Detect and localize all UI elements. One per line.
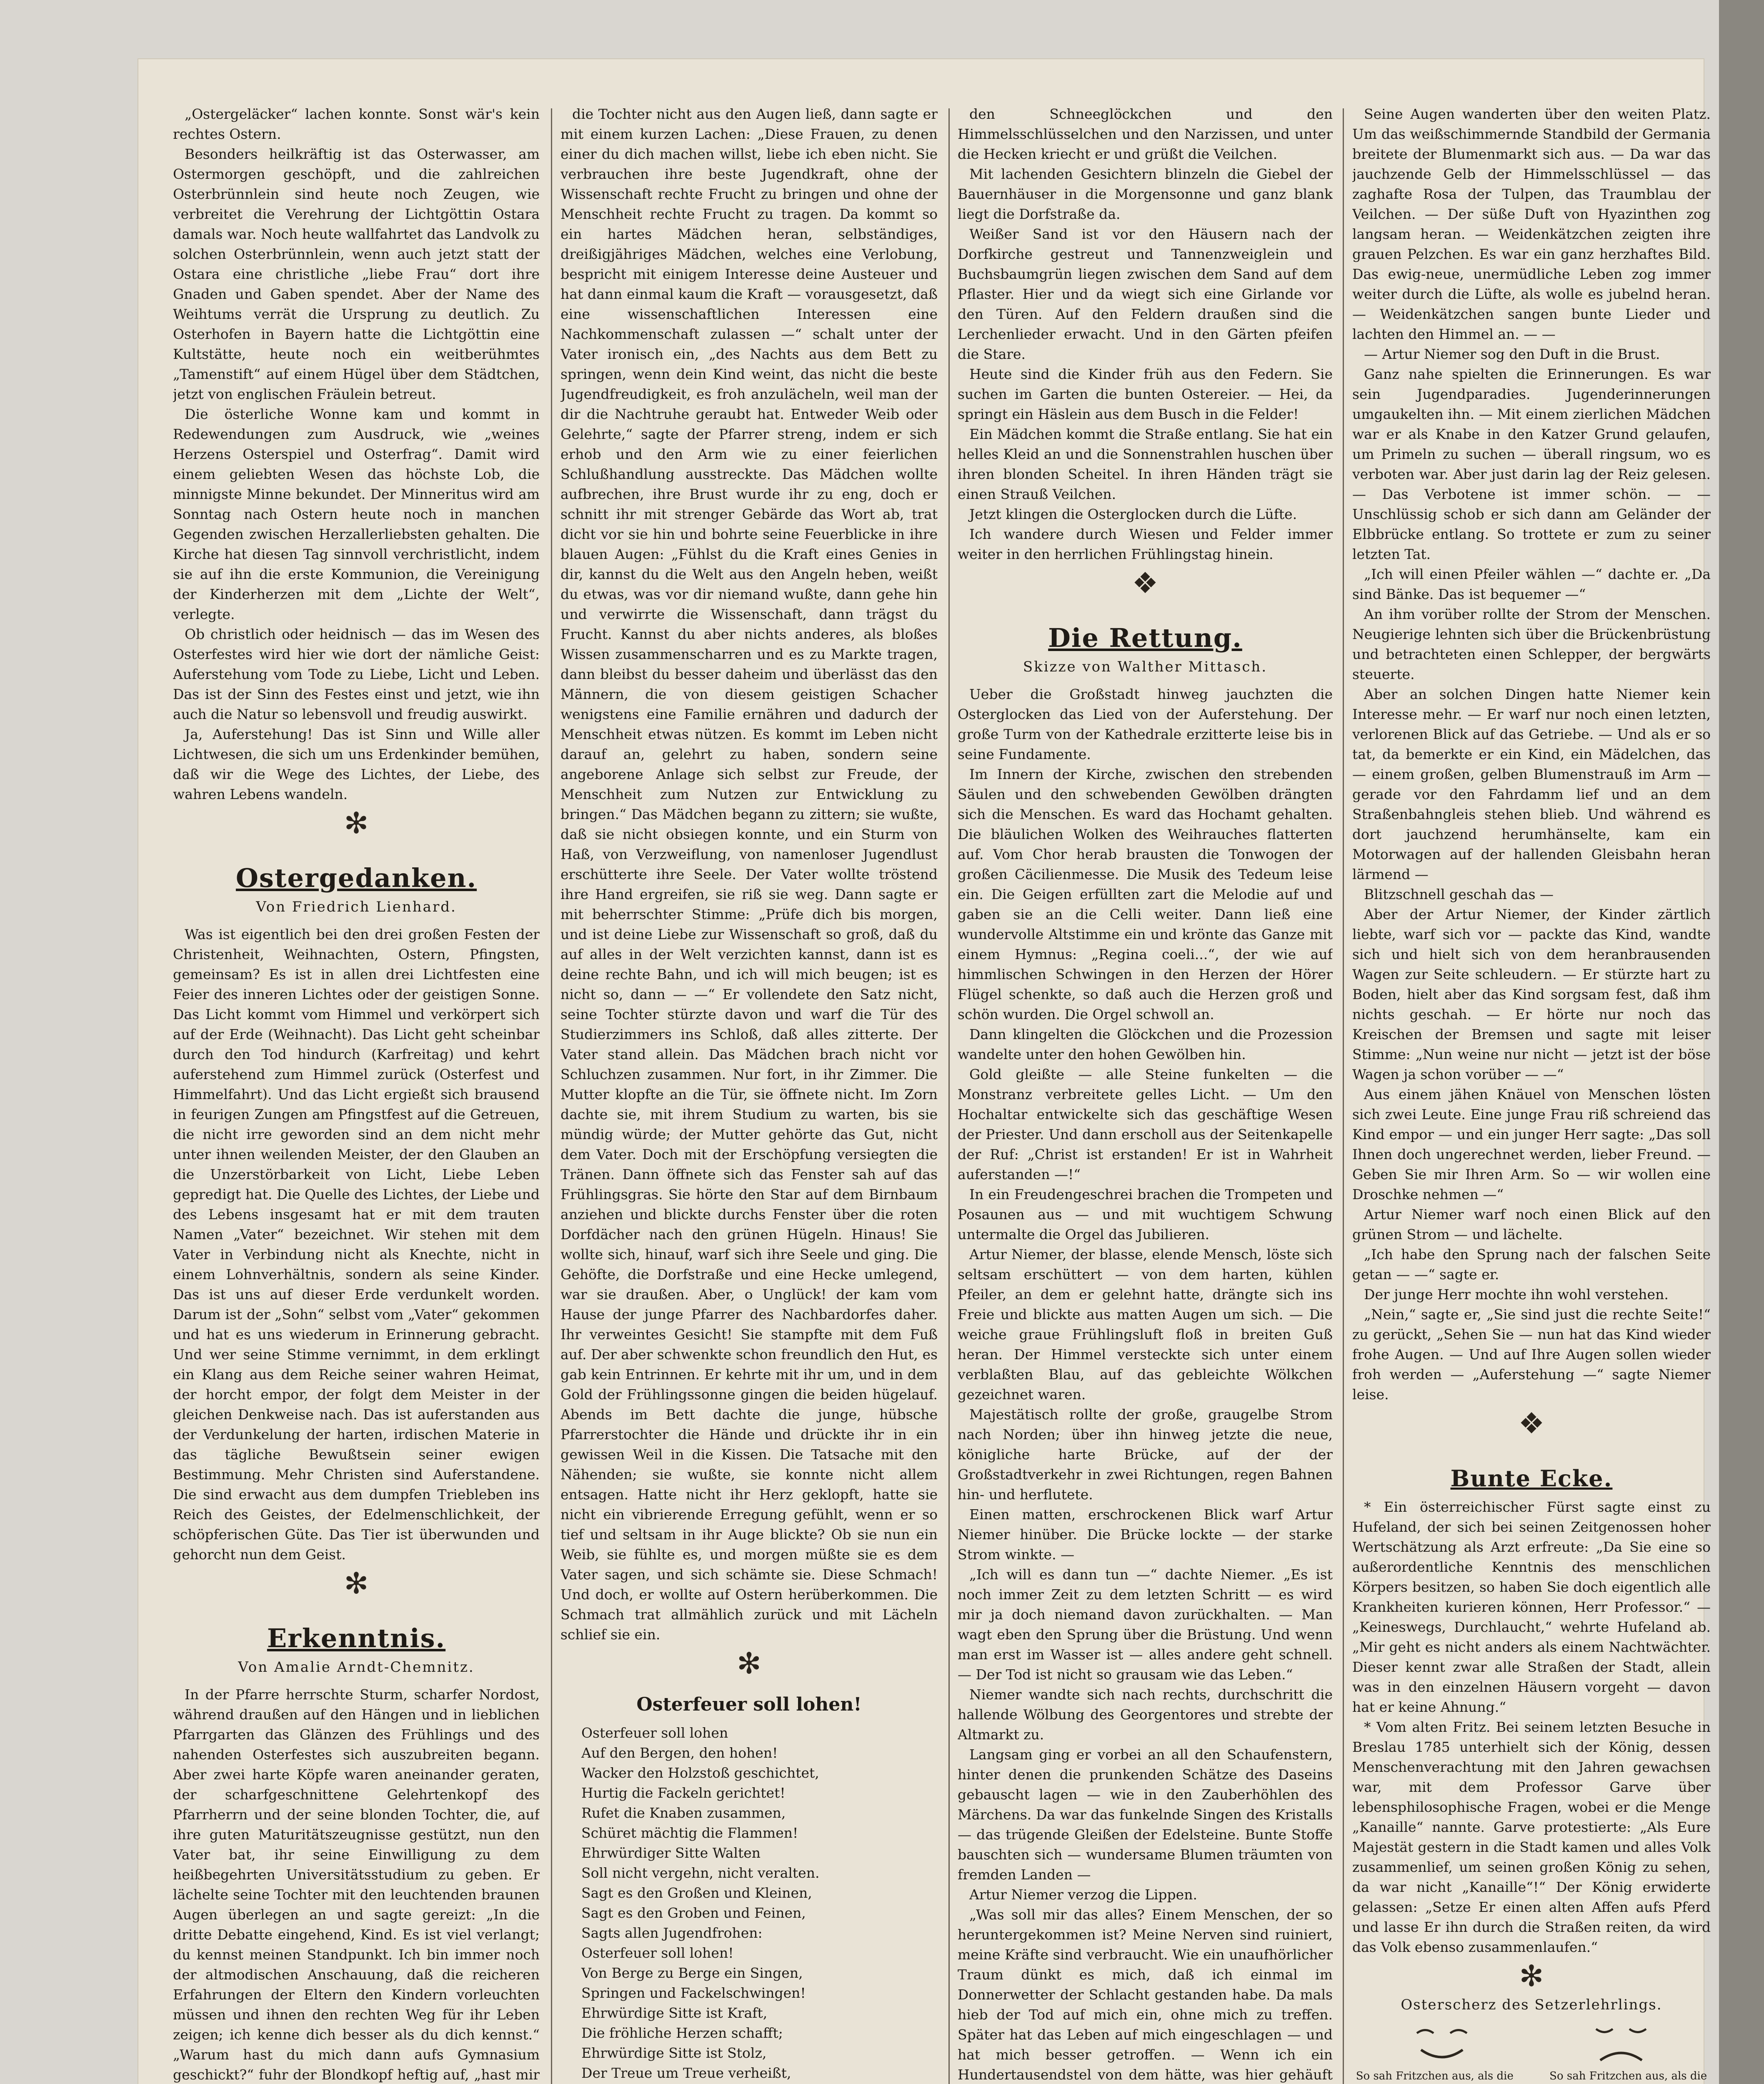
- intro-text: [173, 104, 540, 804]
- paragraph: Heute sind die Kinder früh aus den Federn. Sie suchen im Garten die bunten Ostereier. — Hei, da springt ein Häslein aus dem Busch in die Felder!: [958, 366, 1333, 422]
- paragraph: Aber der Artur Niemer, der Kinder zärtlich liebte, warf sich vor — packte das Kind, wandte sich und hielt sich von dem heranbrausenden Wagen zur Seite schleudern. — Er stürzte hart zu Boden, hielt aber das Kind sorgsam fest, daß ihm nichts geschah. — Er hörte nur noch das Kreischen der Bremsen und sagte mit leiser Stimme: „Nun weine nur nicht — jetzt ist der böse Wagen ja schon vorüber — —“: [1352, 906, 1711, 1082]
- happy-face-icon: [1404, 2021, 1479, 2066]
- poem-line: Auf den Bergen, den hohen!: [581, 1745, 778, 1761]
- faces-captions: [1352, 2069, 1711, 2084]
- paragraph: „Ostergeläcker“ lachen konnte. Sonst wär's kein rechtes Ostern.: [173, 106, 540, 142]
- poem-line: Ehrwürdiger Sitte Walten: [581, 1845, 761, 1861]
- article-title: Die Rettung.: [1048, 623, 1242, 653]
- asterisk-ornament: ✻: [737, 1646, 761, 1681]
- column-4: [1352, 104, 1711, 2084]
- paragraph: Niemer wandte sich nach rechts, durchschritt die hallende Wölbung des Georgentores und strebte der Altmarkt zu.: [958, 1686, 1333, 1743]
- paragraph: Ueber die Großstadt hinweg jauchzten die Osterglocken das Lied von der Auferstehung. Der große Turm von der Kathedrale erzitterte leise bis in seine Fundamente.: [958, 686, 1333, 762]
- article-body: [958, 684, 1333, 2084]
- poem-line: Soll nicht vergehn, nicht veralten.: [581, 1865, 820, 1881]
- faces-illustration: [1352, 2021, 1711, 2066]
- diamond-ornament: ❖: [1132, 566, 1158, 600]
- poem-line: Sagt es den Groben und Feinen,: [581, 1905, 806, 1921]
- paragraph: Einen matten, erschrockenen Blick warf Artur Niemer hinüber. Die Brücke lockte — der starke Strom winkte. —: [958, 1506, 1333, 1563]
- column-1: [173, 104, 540, 2084]
- article-title: Ostergedanken.: [235, 863, 477, 893]
- paragraph: Gold gleißte — alle Steine funkelten — die Monstranz verbreitete gelles Licht. — Um den Hochaltar entwickelte sich das geschäftige Wesen der Priester. Und dann erscholl aus der Seitenkapelle der Ruf: „Christ ist erstanden! Er ist in Wahrheit auferstanden —!“: [958, 1066, 1333, 1182]
- paragraph: Blitzschnell geschah das —: [1364, 886, 1554, 902]
- column-3: [958, 104, 1333, 2084]
- paragraph: „Nein,“ sagte er, „Sie sind just die rechte Seite!“ zu gerückt, „Sehen Sie — nun hat das Kind wieder frohe Augen. — Und auf Ihre Augen sollen wieder froh werden — „Auferstehung —“ sagte Niemer leise.: [1352, 1306, 1711, 1403]
- paragraph: Ob christlich oder heidnisch — das im Wesen des Osterfestes wird hier wie dort der nämliche Geist: Auferstehung vom Tode zu Liebe, Licht und Leben. Das ist der Sinn des Festes einst und jetzt, wie ihn auch die Natur so lebensvoll und freudig auswirkt.: [173, 626, 540, 722]
- column-rule: [551, 108, 552, 2084]
- paragraph: * Ein österreichischer Fürst sagte einst zu Hufeland, der sich bei seinen Zeitgenossen hoher Wertschätzung als Arzt erfreute: „Da Sie eine so außerordentliche Kenntnis des menschlichen Körpers besitzen, so haben Sie doch eigentlich alle Krankheiten kurieren können, Herr Professor.“ — „Keineswegs, Durchlaucht,“ wehrte Hufeland ab. „Mir geht es nicht anders als einem Nachtwächter. Dieser kennt zwar alle Straßen der Stadt, allein was in den einzelnen Häusern vorgeht — davon hat er keine Ahnung.“: [1352, 1499, 1711, 1715]
- paragraph: Ein Mädchen kommt die Straße entlang. Sie hat ein helles Kleid an und die Sonnenstrahlen huschen über ihren blonden Scheitel. In ihren Händen trägt sie einen Strauß Veilchen.: [958, 426, 1333, 502]
- paragraph: In der Pfarre herrschte Sturm, scharfer Nordost, während draußen auf den Hängen und in lieblichen Pfarrgarten das Glänzen des Frühlings und des nahenden Osterfestes sich auszubreiten begann. Aber zwei harte Köpfe waren aneinander geraten, der scharfgeschnittene Gelehrtenkopf des Pfarrherrn und der seine blonden Tochter, die, auf ihre guten Maturitätszeugnisse gestützt, nun den Vater bat, ihr seine Einwilligung zu dem heißbegehrten Universitätsstudium zu geben. Er lächelte seine Tochter mit den leuchtenden braunen Augen überlegen an und sagte gereizt: „In die dritte Debatte eingehend, Kind. Es ist viel verlangt; du kennst meinen Standpunkt. Ich bin immer noch der altmodischen Anschauung, daß die reicheren Erfahrungen der Eltern den Kindern vorleuchten müssen und ihnen den rechten Weg für ihr Leben zeigen; ich kenne dich besser als du dich kennst.“ „Warum hast du mich dann aufs Gymnasium geschickt?“ fuhr der Blondkopf heftig auf, „hast mir: [173, 1686, 540, 2083]
- asterisk-ornament: ✻: [344, 806, 369, 840]
- poem-line: Sagts allen Jugendfrohen:: [581, 1925, 763, 1941]
- poem-line: Die fröhliche Herzen schafft;: [581, 2025, 783, 2041]
- paragraph: Ja, Auferstehung! Das ist Sinn und Wille aller Lichtwesen, die sich um uns Erdenkinder bemühen, daß wir die Wege des Lichtes, der Liebe, des wahren Lebens wandeln.: [173, 726, 540, 802]
- paragraph: Was ist eigentlich bei den drei großen Festen der Christenheit, Weihnachten, Ostern, Pfingsten, gemeinsam? Es ist in allen drei Lichtfesten eine Feier des inneren Lichtes oder der geistigen Sonne. Das Licht kommt vom Himmel und verkörpert sich auf der Erde (Weihnacht). Das Licht geht scheinbar durch den Tod hindurch (Karfreitag) und kehrt auferstehend zum Himmel zurück (Osterfest und Himmelfahrt). Und das Licht ergießt sich brausend in feurigen Zungen am Pfingstfest auf die Getreuen, die nicht irre geworden sind an dem nicht mehr unter ihnen weilenden Meister, der den Glauben an die Unzerstörbarkeit von Licht, Liebe Leben gepredigt hat. Die Quelle des Lichtes, der Liebe und des Lebens insgesamt hat er mit dem trauten Namen „Vater“ bezeichnet. Wir stehen mit dem Vater in Verbindung nicht als Knechte, nicht in einem Lohnverhältnis, sondern als seine Kinder. Das ist uns auf dieser Erde verdunkelt worden. Darum ist der „Sohn“ selbst vom „Vater“ gekommen und hat es uns wiederum in Erinnerung gebracht. Und wer seine Stimme vernimmt, in dem erklingt ein Klang aus dem Reiche seiner wahren Heimat, der horcht empor, der folgt dem Meister in der gleichen Denkweise nach. Das ist auferstanden aus der Verdunkelung der harten, irdischen Materie in das tägliche Bewußtsein seiner ewigen Bestimmung. Mehr Christen sind Auferstandene. Die sind erwacht aus dem dumpfen Triebleben ins Reich des Geistes, der Edelmenschlichkeit, der schöpferischen Güte. Das Tier ist überwunden und gehorcht nun dem Geist.: [173, 926, 540, 1563]
- poem-line: Sagt es den Großen und Kleinen,: [581, 1885, 812, 1901]
- article-title: Erkenntnis.: [267, 1623, 446, 1653]
- poem: [581, 1723, 938, 2084]
- paragraph: „Was soll mir das alles? Einem Menschen, der so heruntergekommen ist? Meine Nerven sind ruiniert, meine Kräfte sind verbraucht. Wie ein unaufhörlicher Traum dünkt es mich, daß ich einmal im Donnerwetter der Schlacht gestanden habe. Da mals hieb der Tod auf mich ein, ohne mich zu treffen. Später hat das Leben auf mich eingeschlagen — und hat mich besser getroffen. — Wenn ich ein Hundertausendstel von dem hätte, was hier gehäuft: [958, 1906, 1333, 2083]
- poem-line: Schüret mächtig die Flammen!: [581, 1825, 798, 1841]
- section-title: Osterscherz des Setzerlehrlings.: [1401, 1996, 1662, 2013]
- article-byline: Von Amalie Arndt-Chemnitz.: [238, 1659, 475, 1676]
- paragraph: Dann klingelten die Glöckchen und die Prozession wandelte unter den hohen Gewölben hin.: [958, 1026, 1333, 1062]
- asterisk-ornament: ✻: [344, 1566, 369, 1601]
- paragraph: — Artur Niemer sog den Duft in die Brust.: [1364, 346, 1660, 362]
- paragraph: Aber an solchen Dingen hatte Niemer kein Interesse mehr. — Er warf nur noch einen letzten, verlorenen Blick auf das Getriebe. — Und als er so tat, da bemerkte er ein Kind, ein Mädelchen, das — einem großen, gelben Blumenstrauß im Arm — gerade vor den Fahrdamm lief und an dem Straßenbahngleis stehen blieb. Und während es dort jauchzend herumhänselte, kam ein Motorwagen auf der hallenden Gleisbahn heran lärmend —: [1352, 686, 1711, 882]
- paragraph: „Ich will es dann tun —“ dachte Niemer. „Es ist noch immer Zeit zu dem letzten Schritt — es wird mir ja doch niemand davon zurückhalten. — Man wagt eben den Sprung über die Brüstung. Und wenn man erst im Wasser ist — alles andere geht schnell. — Der Tod ist nicht so grausam wie das Leben.“: [958, 1566, 1333, 1683]
- paragraph: Im Innern der Kirche, zwischen den strebenden Säulen und den schwebenden Gewölben drängten sich die Menschen. Es ward das Hochamt gehalten. Die bläulichen Wolken des Weihrauches flatterten auf. Vom Chor herab brausten die Tonwogen der großen Cäcilienmesse. Die Musik des Tedeum leise ein. Die Geigen erfüllten zart die Melodie auf und gaben sie an die Celli weiter. Dann ließ eine wundervolle Altstimme ein und krönte das Ganze mit einem Hymnus: „Regina coeli...“, der wie auf himmlischen Schwingen in den Herzen der Hörer Flügel schenkte, so daß auch die Herzen groß und schön wurden. Die Orgel schwoll an.: [958, 766, 1333, 1022]
- article-byline: Skizze von Walther Mittasch.: [1023, 659, 1268, 675]
- paragraph: In ein Freudengeschrei brachen die Trompeten und Posaunen aus — und mit wuchtigem Schwung untermalte die Orgel das Jubilieren.: [958, 1186, 1333, 1242]
- paragraph: Besonders heilkräftig ist das Osterwasser, am Ostermorgen geschöpft, und die zahlreichen Osterbrünnlein sind heute noch Zeugen, wie verbreitet die Verehrung der Lichtgöttin Ostara damals war. Noch heute wallfahrtet das Landvolk zu solchen Osterbrünnlein, wenn auch jetzt statt der Ostara eine christliche „liebe Frau“ dort ihre Gnaden und Gaben spendet. Aber der Name des Weihtums verrät die Ursprung zu deutlich. Zu Osterhofen in Bayern hatte die Lichtgöttin eine Kultstätte, heute noch ein weitberühmtes „Tamenstift“ auf einem Hügel über dem Städtchen, jetzt von englischen Fräulein betreut.: [173, 146, 540, 402]
- paragraph: Artur Niemer verzog die Lippen.: [969, 1886, 1197, 1903]
- diamond-ornament: ❖: [1518, 1406, 1545, 1440]
- poem-line: Rufet die Knaben zusammen,: [581, 1805, 786, 1821]
- column-2: [560, 104, 938, 2084]
- paragraph: * Vom alten Fritz. Bei seinem letzten Besuche in Breslau 1785 unterhielt sich der König, dessen Menschenverachtung mit den Jahren gewachsen war, mit dem Professor Garve über lebensphilosophische Fragen, wobei er die Menge „Kanaille“ nannte. Garve protestierte: „Als Eure Majestät gestern in die Stadt kamen und alles Volk zusammenlief, um seinen großen König zu sehen, da war nicht „Kanaille“!“ Der König erwiderte gelassen: „Setze Er einen alten Affen aufs Pferd und lasse Er ihn durch die Straßen reiten, da wird das Volk ebenso zusammenlaufen.“: [1352, 1719, 1711, 1955]
- paragraph: Aus einem jähen Knäuel von Menschen lösten sich zwei Leute. Eine junge Frau riß schreiend das Kind empor — und ein junger Herr sagte: „Das soll Ihnen doch ungerechnet werden, lieber Freund. — Geben Sie mir Ihren Arm. So — wir wollen eine Droschke nehmen —“: [1352, 1086, 1711, 1202]
- section-title: Bunte Ecke.: [1450, 1465, 1613, 1492]
- paragraph: die Tochter nicht aus den Augen ließ, dann sagte er mit einem kurzen Lachen: „Diese Frauen, zu denen einer du dich machen willst, liebe ich eben nicht. Sie verbrauchen ihre beste Jugendkraft, ohne der Wissenschaft rechte Frucht zu bringen und ohne der Menschheit rechte Frucht zu tragen. Da kommt so ein hartes Mädchen heran, selbständiges, dreißigjähriges Mädchen, welches eine Verlobung, bespricht mit einigem Interesse deine Austeuer und hat dann einmal kaum die Kraft — vorausgesetzt, daß eine wissenschaftlichen Interessen eine Nachkommenschaft zulassen —“ schalt unter der Vater ironisch ein, „des Nachts aus dem Bett zu springen, wenn dein Kind weint, das nicht die beste Jugendfreudigkeit, es froh anzulächeln, weil man der dir die Nachtruhe geraubt hat. Entweder Weib oder Gelehrte,“ sagte der Pfarrer streng, indem er sich erhob und den Arm wie zu einer feierlichen Schlußhandlung ausstreckte. Das Mädchen wollte aufbrechen, ihre Brust wurde ihr zu eng, doch er schnitt ihr mit strenger Gebärde das Wort ab, trat dicht vor sie hin und bohrte seine Feuerblicke in ihre blauen Augen: „Fühlst du die Kraft eines Genies in dir, kannst du die Welt aus den Angeln heben, weißt du etwas, was vor dir niemand wußte, dann gehe hin und verwirrte die Wissenschaft, dann trägst du Frucht. Kannst du aber nichts anderes, als bloßes Wissen zusammenscharren und es zu Markte tragen, dann bleibst du besser daheim und überlässt das den Männern, die von diesem geistigen Schacher wenigstens eine Familie ernähren und dadurch der Menschheit etwas nützen. Es kommt im Leben nicht darauf an, gelehrt zu haben, sondern seine angeborene Anlage sich selbst zur Freude, der Menschheit zum Nutzen zur Entwicklung zu bringen.“ Das Mädchen begann zu zittern; sie wußte, daß sie nicht obsiegen konnte, und ein Sturm von Haß, von Verzweiflung, von namenloser Jugendlust erschütterte ihre Seele. Der Vater wollte tröstend ihre Hand ergreifen, sie riß sie weg. Dann sagte er mit beherrschter Stimme: „Prüfe dich bis morgen, und ist deine Liebe zur Wissenschaft so groß, daß du auf alles in der Welt verzichten kannst, dann ist es deine rechte Bahn, und ich will mich beugen; ist es nicht so, dann — —“ Er vollendete den Satz nicht, seine Tochter stürzte davon und warf die Tür des Studierzimmers ins Schloß, daß alles zitterte. Der Vater stand allein. Das Mädchen brach nicht vor Schluchzen zusammen. Nur fort, in ihr Zimmer. Die Mutter klopfte an die Tür, sie öffnete nicht. Im Zorn dachte sie, mit ihrem Studium zu warten, bis sie mündig würde; der Mutter gehörte das Gut, nicht dem Vater. Doch mit der Erschöpfung versiegten die Tränen. Dann öffnete sich das Fenster sah auf das Frühlingsgras. Sie hörte den Star auf dem Birnbaum anziehen und blickte durchs Fenster über die roten Dorfdächer nach den grünen Hügeln. Hinaus! Sie wollte sich, hinauf, warf sich ihre Seele und ging. Die Gehöfte, die Dorfstraße und eine Hecke umlegend, war sie draußen. Aber, o Unglück! der kam vom Hause der junge Pfarrer des Nachbardorfes daher. Ihr verweintes Gesicht! Sie stampfte mit dem Fuß auf. Der aber schwenkte schon freundlich den Hut, es gab kein Entrinnen. Er kehrte mit ihr um, und in dem Gold der Frühlingssonne gingen die beiden hügelauf. Abends im Bett dachte die junge, hübsche Pfarrerstochter die Hände und drückte ihr in ein gewissen Weil in die Kissen. Die Tatsache mit den Nähenden; sie wußte, sie konnte nicht allem entsagen. Hatte nicht ihr Herz geklopft, hatte sie nicht ein vibrierende Erregung gefühlt, wenn er so tief und seltsam in ihr Auge blickte? Ob sie nun ein Weib, sie fühlte es, und morgen müßte sie es dem Vater sagen, und sich schämte sie. Diese Schmach! Und doch, er wollte auf Ostern herüberkommen. Die Schmach trat allmählich zurück und mit Lächeln schlief sie ein.: [560, 106, 938, 1643]
- scan-edge: [1719, 0, 1764, 2084]
- article-byline: Von Friedrich Lienhard.: [256, 899, 457, 915]
- caption-right: So sah Fritzchen aus, als die: [1549, 2070, 1707, 2082]
- article-continuation: [1352, 104, 1711, 1405]
- paragraph: Jetzt klingen die Osterglocken durch die Lüfte.: [969, 506, 1297, 522]
- caption-left: So sah Fritzchen aus, als die: [1356, 2070, 1514, 2082]
- paragraph: Artur Niemer warf noch einen Blick auf den grünen Strom — und lächelte.: [1352, 1206, 1711, 1242]
- paragraph: Ich wandere durch Wiesen und Felder immer weiter in den herrlichen Frühlingstag hinein.: [958, 526, 1333, 562]
- paragraph: Weißer Sand ist vor den Häusern nach der Dorfkirche gestreut und Tannenzweiglein und Buchsbaumgrün liegen zwischen dem Sand auf dem Pflaster. Hier und da wiegt sich eine Girlande vor den Türen. Auf den Feldern draußen sind die Lerchenlieder erwacht. Und in den Gärten pfeifen die Stare.: [958, 226, 1333, 362]
- column-rule: [1343, 108, 1344, 2084]
- poem-line: Von Berge zu Berge ein Singen,: [581, 1965, 803, 1981]
- sad-face-icon: [1584, 2021, 1659, 2066]
- asterisk-ornament: ✻: [1519, 1959, 1544, 1993]
- paragraph: Majestätisch rollte der große, graugelbe Strom nach Norden; über ihn hinweg jetzte die neue, königliche harte Brücke, auf der der Großstadtverkehr in zwei Richtungen, regen Bahnen hin- und herflutete.: [958, 1406, 1333, 1503]
- paragraph: „Ich will einen Pfeiler wählen —“ dachte er. „Da sind Bänke. Das ist bequemer —“: [1352, 566, 1711, 602]
- paragraph: Artur Niemer, der blasse, elende Mensch, löste sich seltsam erschüttert — von dem harten, kühlen Pfeiler, an dem er gelehnt hatte, drängte sich ins Freie und blickte aus matten Augen um sich. — Die weiche graue Frühlingsluft floß in breiten Guß heran. Der Himmel versteckte sich unter einem verblaßten Blau, auf das gebleichte Wölkchen gezeichnet waren.: [958, 1246, 1333, 1403]
- poem-line: Hurtig die Fackeln gerichtet!: [581, 1785, 786, 1801]
- poem-line: Ehrwürdige Sitte ist Stolz,: [581, 2045, 767, 2061]
- paragraph: Die österliche Wonne kam und kommt in Redewendungen zum Ausdruck, wie „weines Herzens Osterspiel und Osterfrag“. Damit wird einem geliebten Wesen das höchste Lob, die minnigste Minne bekundet. Der Minneritus wird am Sonntag nach Ostern heute noch in manchen Gegenden zwischen Herzallerliebsten gehalten. Die Kirche hat diesen Tag sinnvoll verchristlicht, indem sie auf ihn die erste Kommunion, die Vereinigung der Kinderherzen mit dem „Lichte der Welt“, verlegte.: [173, 406, 540, 622]
- poem-line: Ehrwürdige Sitte ist Kraft,: [581, 2005, 768, 2021]
- paragraph: Ganz nahe spielten die Erinnerungen. Es war sein Jugendparadies. Jugenderinnerungen umgaukelten ihn. — Mit einem zierlichen Mädchen war er als Knabe in den Katzer Grund gelaufen, um Primeln zu suchen — überall ringsum, wo es verboten war. Aber just darin lag der Reiz gelesen. — Das Verbotene ist immer schön. — — Unschlüssig schob er sich dann am Geländer der Elbbrücke entlang. So trottete er zum zu seiner letzten Tat.: [1352, 366, 1711, 562]
- column-rule: [948, 108, 950, 2084]
- paragraph: „Ich habe den Sprung nach der falschen Seite getan — —“ sagte er.: [1352, 1246, 1711, 1282]
- poem-line: Der Treue um Treue verheißt,: [581, 2065, 791, 2081]
- poem-line: Wacker den Holzstoß geschichtet,: [581, 1765, 819, 1781]
- poem-line: Osterfeuer soll lohen: [581, 1725, 728, 1741]
- poem-line: Osterfeuer soll lohen!: [581, 1945, 734, 1961]
- paragraph: Der junge Herr mochte ihn wohl verstehen.: [1364, 1286, 1669, 1302]
- poem-title: Osterfeuer soll lohen!: [636, 1694, 862, 1715]
- paragraph: Seine Augen wanderten über den weiten Platz. Um das weißschimmernde Standbild der Germania breitete der Blumenmarkt sich aus. — Da war das jauchzende Gelb der Himmelsschlüssel — das zaghafte Rosa der Tulpen, das Traumblau der Veilchen. — Der süße Duft von Hyazinthen zog langsam heran. — Weidenkätzchen zeigten ihre grauen Pelzchen. Es war ein ganz herzhaftes Bild. Das ewig-neue, unermüdliche Leben zog immer weiter durch die Lüfte, als wolle es jubelnd heran. — Weidenkätzchen sangen bunte Lieder und lachten den Himmel an. — —: [1352, 106, 1711, 342]
- poem-line: Springen und Fackelschwingen!: [581, 1985, 806, 2001]
- paragraph: Mit lachenden Gesichtern blinzeln die Giebel der Bauernhäuser in die Morgensonne und ganz blank liegt die Dorfstraße da.: [958, 166, 1333, 222]
- paragraph: Langsam ging er vorbei an all den Schaufenstern, hinter denen die prunkenden Schätze des Daseins gebauscht lagen — wie in den Zauberhöhlen des Märchens. Da war das funkelnde Singen des Kristalls — das trügende Gleißen der Edelsteine. Bunte Stoffe bauschten sich — wundersame Blumen träumten von fremden Landen —: [958, 1746, 1333, 1883]
- paragraph: An ihm vorüber rollte der Strom der Menschen. Neugierige lehnten sich über die Brückenbrüstung und betrachteten einen Schlepper, der bergwärts steuerte.: [1352, 606, 1711, 682]
- paragraph: den Schneeglöckchen und den Himmelsschlüsselchen und den Narzissen, und unter die Hecken kriecht er und grüßt die Veilchen.: [958, 106, 1333, 162]
